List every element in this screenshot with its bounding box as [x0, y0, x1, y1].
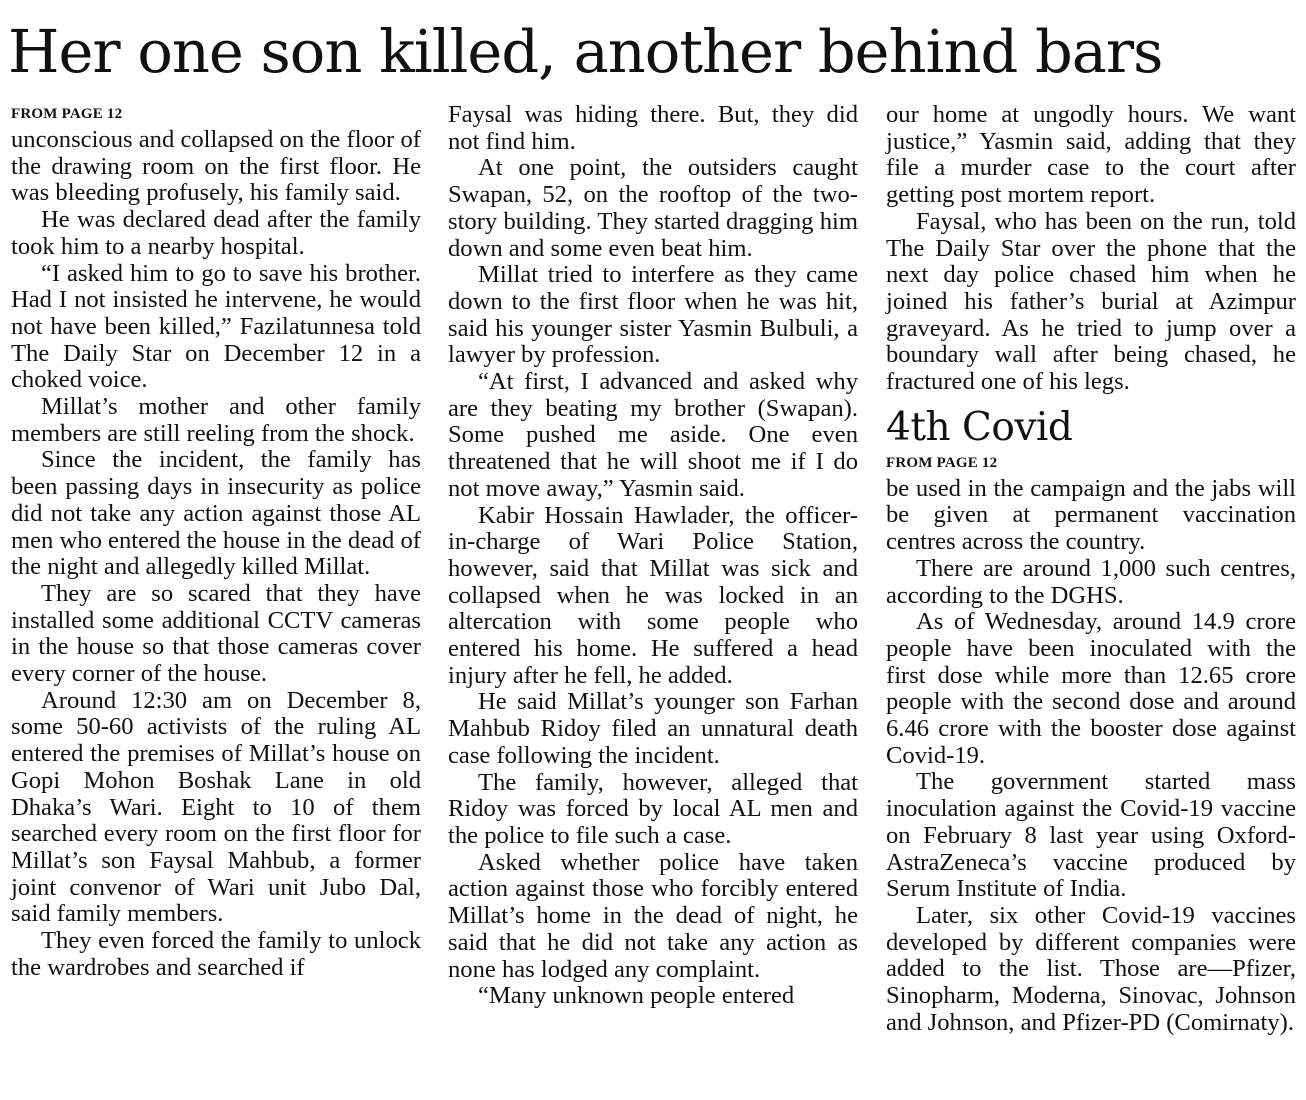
main-headline: Her one son killed, another behind bars	[8, 17, 1163, 86]
article-column-2	[448, 102, 858, 1010]
article-column-1	[11, 102, 421, 982]
paragraph: Millat tried to interfere as they came down to the first floor when he was hit, said his younger sister Yasmin Bulbuli, a lawyer by profession.	[448, 261, 858, 369]
paragraph: Kabir Hossain Hawlader, the officer-in-charge of Wari Police Station, however, said that Millat was sick and collapsed when he was locked in an altercation with some people who entered his home. He suffered a head injury after he fell, he added.	[448, 501, 858, 689]
paragraph: be used in the campaign and the jabs will be given at permanent vaccination centres across the country.	[886, 474, 1296, 556]
paragraph: Later, six other Covid-19 vaccines developed by different companies were added to the list. Those are—Pfizer, Sinopharm, Moderna, Sinovac, Johnson and Johnson, and Pfizer-PD (Comirnaty).	[886, 901, 1296, 1036]
paragraph: Since the incident, the family has been passing days in insecurity as police did not take any action against those AL men who entered the house in the dead of the night and allegedly killed Millat.	[11, 446, 421, 581]
paragraph: He was declared dead after the family took him to a nearby hospital.	[11, 206, 421, 260]
paragraph: They even forced the family to unlock the wardrobes and searched if	[11, 927, 421, 981]
paragraph: Faysal, who has been on the run, told The Daily Star over the phone that the next day police chased him when he joined his father’s burial at Azimpur graveyard. As he tried to jump over a boundary wall after being chased, he fractured one of his legs.	[886, 207, 1296, 396]
paragraph: There are around 1,000 such centres, according to the DGHS.	[886, 554, 1296, 609]
paragraph: “At first, I advanced and asked why are they beating my brother (Swapan). Some pushed me aside. One even threatened that he will shoot me if I do not move away,” Yasmin said.	[448, 368, 858, 502]
paragraph: “I asked him to go to save his brother. Had I not insisted he intervene, he would not have been killed,” Fazilatunnesa told The Daily Star on December 12 in a choked voice.	[11, 259, 421, 394]
paragraph: unconscious and collapsed on the floor of the drawing room on the first floor. He was bleeding profusely, his family said.	[11, 126, 421, 207]
paragraph: Asked whether police have taken action against those who forcibly entered Millat’s home in the dead of night, he said that he did not take any action as none has lodged any complaint.	[448, 848, 858, 983]
jump-label: FROM PAGE 12	[11, 106, 123, 122]
paragraph: our home at ungodly hours. We want justice,” Yasmin said, adding that they file a murder case to the court after getting post mortem report.	[886, 101, 1296, 209]
paragraph: He said Millat’s younger son Farhan Mahbub Ridoy filed an unnatural death case following the incident.	[448, 688, 858, 769]
paragraph: The government started mass inoculation against the Covid-19 vaccine on February 8 last year using Oxford-AstraZeneca’s vaccine produced by Serum Institute of India.	[886, 768, 1296, 903]
paragraph: “Many unknown people entered	[478, 982, 795, 1010]
second-story-jump-label: FROM PAGE 12	[886, 454, 998, 471]
article-column-3	[886, 102, 1296, 1037]
second-story-headline: 4th Covid	[886, 404, 1073, 450]
paragraph: Faysal was hiding there. But, they did not find him.	[448, 101, 858, 155]
paragraph: Around 12:30 am on December 8, some 50-60 activists of the ruling AL entered the premises of Millat’s house on Gopi Mohon Boshak Lane in old Dhaka’s Wari. Eight to 10 of them searched every room on the first floor for Millat’s son Faysal Mahbub, a former joint convenor of Wari unit Jubo Dal, said family members.	[11, 686, 421, 928]
paragraph: As of Wednesday, around 14.9 crore people have been inoculated with the first dose while more than 12.65 crore people with the second dose and around 6.46 crore with the booster dose against Covid-19.	[886, 608, 1296, 769]
paragraph: At one point, the outsiders caught Swapan, 52, on the rooftop of the two-story building. They started dragging him down and some even beat him.	[448, 154, 858, 262]
paragraph: Millat’s mother and other family members are still reeling from the shock.	[11, 393, 421, 447]
paragraph: They are so scared that they have installed some additional CCTV cameras in the house so that those cameras cover every corner of the house.	[11, 579, 421, 688]
paragraph: The family, however, alleged that Ridoy was forced by local AL men and the police to file such a case.	[448, 768, 858, 849]
